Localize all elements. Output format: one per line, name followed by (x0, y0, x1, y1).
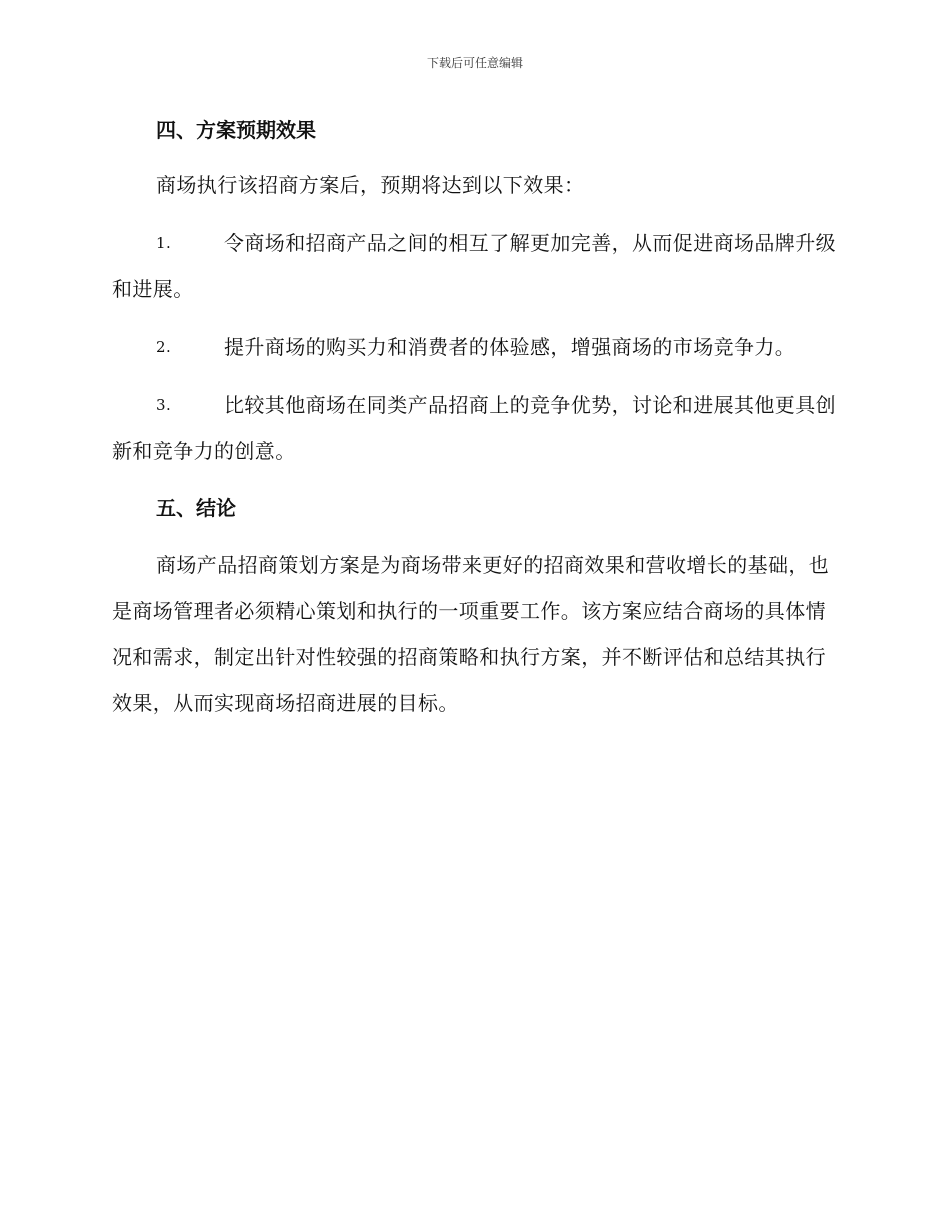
list-item-1 (112, 220, 836, 312)
section-5-heading: 五、结论 (156, 496, 236, 520)
document-body (112, 110, 836, 726)
list-item-text: 比较其他商场在同类产品招商上的竞争优势，讨论和进展其他更具创新和竞争力的创意。 (112, 393, 836, 463)
page-header: 下载后可任意编辑 (426, 56, 523, 70)
list-number: 3. (156, 396, 172, 414)
list-number: 1. (156, 234, 172, 252)
section-4-intro: 商场执行该招商方案后，预期将达到以下效果： (156, 173, 585, 197)
list-item-text: 令商场和招商产品之间的相互了解更加完善，从而促进商场品牌升级和进展。 (112, 231, 836, 301)
list-number: 2. (156, 338, 172, 356)
list-item-text: 提升商场的购买力和消费者的体验感，增强商场的市场竞争力。 (224, 335, 796, 359)
section-4-heading: 四、方案预期效果 (156, 118, 316, 142)
list-item-3 (112, 382, 836, 474)
section-5-body: 商场产品招商策划方案是为商场带来更好的招商效果和营收增长的基础，也是商场管理者必须精心策划和执行的一项重要工作。该方案应结合商场的具体情况和需求，制定出针对性较强的招商策略和执行方案，并不断评估和总结其执行效果，从而实现商场招商进展的目标。 (112, 553, 830, 715)
list-item-2 (112, 324, 836, 370)
